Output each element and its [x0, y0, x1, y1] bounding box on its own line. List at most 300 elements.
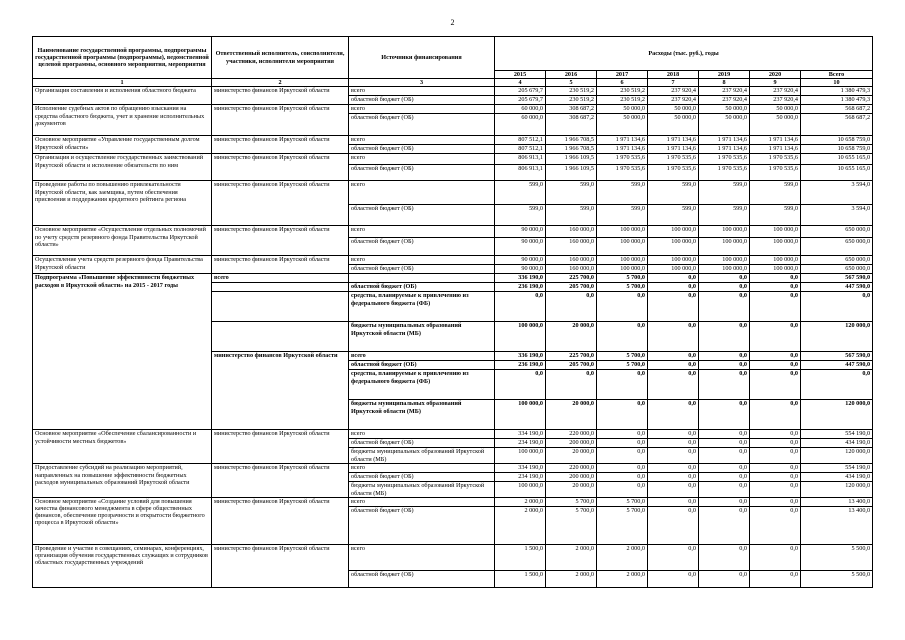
- value-cell: 230 519,2: [597, 96, 648, 105]
- value-cell: 1 500,0: [495, 544, 546, 570]
- executor: министерство финансов Иркутской области: [212, 497, 349, 544]
- value-cell: 434 190,0: [801, 473, 873, 482]
- value-cell: 1 380 479,3: [801, 96, 873, 105]
- executor: министерство финансов Иркутской области: [212, 256, 349, 274]
- value-cell: 0,0: [648, 430, 699, 439]
- value-cell: 0,0: [750, 439, 801, 448]
- value-cell: 0,0: [546, 292, 597, 322]
- value-cell: 1 970 535,6: [750, 165, 801, 181]
- activity-name: Основное мероприятие «Создание условий для повышения качества финансового менеджмента в сфере общественных финансов, обеспечение прозрачности и открытости бюджетного процесса в Иркутской области»: [33, 497, 212, 544]
- source-vsego: всего: [349, 497, 495, 506]
- value-cell: 1 970 535,6: [699, 165, 750, 181]
- value-cell: 308 687,2: [546, 105, 597, 114]
- value-cell: 225 700,0: [546, 274, 597, 283]
- source-mb: бюджеты муниципальных образований Иркутской области (МБ): [349, 322, 495, 352]
- executor: министерство финансов Иркутской области: [212, 226, 349, 256]
- value-cell: 0,0: [648, 544, 699, 570]
- value-cell: 160 000,0: [546, 256, 597, 265]
- source-regional: областной бюджет (ОБ): [349, 205, 495, 226]
- value-cell: 0,0: [648, 464, 699, 473]
- value-cell: 554 190,0: [801, 464, 873, 473]
- value-cell: 0,0: [750, 464, 801, 473]
- value-cell: 5 700,0: [597, 497, 648, 506]
- source-ob: областной бюджет (ОБ): [349, 473, 495, 482]
- source-regional: областной бюджет (ОБ): [349, 238, 495, 256]
- value-cell: 0,0: [648, 570, 699, 587]
- executor: министерство финансов Иркутской области: [212, 430, 349, 464]
- value-cell: 5 700,0: [597, 361, 648, 370]
- value-cell: 1 970 535,6: [648, 165, 699, 181]
- value-cell: 0,0: [648, 370, 699, 400]
- value-cell: 0,0: [750, 473, 801, 482]
- executor-empty: [212, 283, 349, 292]
- value-cell: 0,0: [750, 448, 801, 464]
- column-number: 6: [597, 79, 648, 87]
- year-header: 2019: [699, 71, 750, 79]
- value-cell: 100 000,0: [495, 322, 546, 352]
- value-cell: 100 000,0: [597, 265, 648, 274]
- value-cell: 1 970 535,6: [750, 154, 801, 165]
- source-vsego: всего: [349, 544, 495, 570]
- value-cell: 599,0: [495, 205, 546, 226]
- activity-name: Осуществление учета средств резервного фонда Правительства Иркутской области: [33, 256, 212, 274]
- value-cell: 567 590,0: [801, 352, 873, 361]
- value-cell: 1 380 479,3: [801, 87, 873, 96]
- value-cell: 650 000,0: [801, 238, 873, 256]
- value-cell: 3 594,0: [801, 181, 873, 205]
- source-total: всего: [349, 136, 495, 145]
- source-fb: средства, планируемые к привлечению из федерального бюджета (ФБ): [349, 292, 495, 322]
- source-vsego: всего: [349, 430, 495, 439]
- value-cell: 10 658 759,0: [801, 145, 873, 154]
- value-cell: 0,0: [546, 370, 597, 400]
- value-cell: 0,0: [597, 464, 648, 473]
- value-cell: 100 000,0: [750, 265, 801, 274]
- value-cell: 205 679,7: [495, 96, 546, 105]
- value-cell: 0,0: [750, 570, 801, 587]
- value-cell: 50 000,0: [648, 114, 699, 136]
- value-cell: 554 190,0: [801, 430, 873, 439]
- value-cell: 205 679,7: [495, 87, 546, 96]
- value-cell: 236 190,0: [495, 283, 546, 292]
- value-cell: 225 700,0: [546, 352, 597, 361]
- activity-name: Основное мероприятие «Обеспечение сбалансированности и устойчивости местных бюджетов»: [33, 430, 212, 464]
- value-cell: 0,0: [648, 473, 699, 482]
- value-cell: 0,0: [648, 274, 699, 283]
- value-cell: 100 000,0: [699, 238, 750, 256]
- value-cell: 0,0: [699, 439, 750, 448]
- activity-name: Проведение работы по повышению привлекательности Иркутской области, как заемщика, путем обеспечения присвоения и поддержания кредитного рейтинга региона: [33, 181, 212, 226]
- value-cell: 60 000,0: [495, 114, 546, 136]
- activity-name: Предоставление субсидий на реализацию мероприятий, направленных на повышение эффективности бюджетных расходов муниципальных образований Иркутской области: [33, 464, 212, 497]
- value-cell: 1 971 134,6: [699, 136, 750, 145]
- value-cell: 236 190,0: [495, 361, 546, 370]
- value-cell: 0,0: [648, 352, 699, 361]
- year-header: 2017: [597, 71, 648, 79]
- value-cell: 650 000,0: [801, 265, 873, 274]
- value-cell: 447 590,0: [801, 361, 873, 370]
- value-cell: 5 700,0: [546, 497, 597, 506]
- value-cell: 5 500,0: [801, 544, 873, 570]
- value-cell: 50 000,0: [750, 114, 801, 136]
- value-cell: 100 000,0: [648, 256, 699, 265]
- value-cell: 90 000,0: [495, 256, 546, 265]
- value-cell: 50 000,0: [597, 105, 648, 114]
- value-cell: 100 000,0: [495, 482, 546, 497]
- value-cell: 1 971 134,6: [750, 136, 801, 145]
- source-regional: областной бюджет (ОБ): [349, 165, 495, 181]
- header-executor: Ответственный исполнитель, соисполнители, участники, исполнители мероприятия: [212, 37, 349, 79]
- value-cell: 2 000,0: [546, 570, 597, 587]
- value-cell: 2 000,0: [597, 544, 648, 570]
- executor: министерство финансов Иркутской области: [212, 154, 349, 181]
- value-cell: 10 655 165,0: [801, 165, 873, 181]
- value-cell: 50 000,0: [648, 105, 699, 114]
- source-ob: областной бюджет (ОБ): [349, 361, 495, 370]
- year-header: 2020: [750, 71, 801, 79]
- value-cell: 650 000,0: [801, 226, 873, 238]
- value-cell: 0,0: [750, 497, 801, 506]
- column-number: 8: [699, 79, 750, 87]
- executor: министерство финансов Иркутской области: [212, 87, 349, 105]
- value-cell: 100 000,0: [750, 238, 801, 256]
- value-cell: 1 966 109,5: [546, 165, 597, 181]
- value-cell: 1 971 134,6: [750, 145, 801, 154]
- value-cell: 220 000,0: [546, 464, 597, 473]
- activity-name: Проведение и участие в совещаниях, семинарах, конференциях, организация обучения государственных служащих и сотрудников областных государственных учреждений: [33, 544, 212, 587]
- value-cell: 100 000,0: [648, 238, 699, 256]
- value-cell: 1 500,0: [495, 570, 546, 587]
- value-cell: 237 920,4: [648, 87, 699, 96]
- value-cell: 0,0: [648, 506, 699, 544]
- value-cell: 806 913,1: [495, 165, 546, 181]
- value-cell: 100 000,0: [750, 226, 801, 238]
- value-cell: 230 519,2: [546, 87, 597, 96]
- source-fb: средства, планируемые к привлечению из федерального бюджета (ФБ): [349, 370, 495, 400]
- value-cell: 20 000,0: [546, 482, 597, 497]
- value-cell: 0,0: [648, 448, 699, 464]
- value-cell: 0,0: [648, 482, 699, 497]
- value-cell: 205 700,0: [546, 361, 597, 370]
- value-cell: 0,0: [699, 292, 750, 322]
- value-cell: 100 000,0: [648, 265, 699, 274]
- value-cell: 100 000,0: [750, 256, 801, 265]
- source-mb: бюджеты муниципальных образований Иркутской области (МБ): [349, 482, 495, 497]
- value-cell: 0,0: [750, 506, 801, 544]
- value-cell: 100 000,0: [699, 226, 750, 238]
- value-cell: 599,0: [699, 205, 750, 226]
- value-cell: 1 966 708,5: [546, 145, 597, 154]
- value-cell: 0,0: [699, 570, 750, 587]
- source-ob: областной бюджет (ОБ): [349, 283, 495, 292]
- value-cell: 100 000,0: [648, 226, 699, 238]
- value-cell: 50 000,0: [750, 105, 801, 114]
- value-cell: 0,0: [597, 448, 648, 464]
- value-cell: 650 000,0: [801, 256, 873, 265]
- value-cell: 0,0: [750, 400, 801, 430]
- header-name: Наименование государственной программы, подпрограммы государственной программы (подпрограммы), ведомственной целевой программы, основного мероприятия, мероприятия: [33, 37, 212, 79]
- subprogram-name: Подпрограмма «Повышение эффективности бюджетных расходов в Иркутской области» на 2015 - 2017 годы: [33, 274, 212, 430]
- activity-name: Организация и осуществление государственных заимствований Иркутской области и исполнение обязательств по ним: [33, 154, 212, 181]
- value-cell: 0,0: [750, 292, 801, 322]
- value-cell: 2 000,0: [597, 570, 648, 587]
- column-number: 2: [212, 79, 349, 87]
- value-cell: 0,0: [750, 370, 801, 400]
- source-mb: бюджеты муниципальных образований Иркутской области (МБ): [349, 400, 495, 430]
- value-cell: 0,0: [801, 292, 873, 322]
- source-vsego: всего: [349, 464, 495, 473]
- value-cell: 20 000,0: [546, 322, 597, 352]
- value-cell: 599,0: [699, 181, 750, 205]
- value-cell: 0,0: [699, 506, 750, 544]
- value-cell: 50 000,0: [699, 114, 750, 136]
- value-cell: 120 000,0: [801, 448, 873, 464]
- source-ob: областной бюджет (ОБ): [349, 506, 495, 544]
- column-number: 1: [33, 79, 212, 87]
- activity-name: Организация составления и исполнения областного бюджета: [33, 87, 212, 105]
- value-cell: 1 971 134,6: [648, 136, 699, 145]
- value-cell: 0,0: [597, 322, 648, 352]
- value-cell: 447 590,0: [801, 283, 873, 292]
- column-number: 9: [750, 79, 801, 87]
- value-cell: 599,0: [750, 205, 801, 226]
- expenses-table: [32, 36, 873, 588]
- value-cell: 0,0: [648, 439, 699, 448]
- value-cell: 60 000,0: [495, 105, 546, 114]
- value-cell: 2 000,0: [495, 497, 546, 506]
- value-cell: 334 190,0: [495, 430, 546, 439]
- executor-empty: [212, 292, 349, 322]
- value-cell: 100 000,0: [699, 265, 750, 274]
- value-cell: 120 000,0: [801, 482, 873, 497]
- value-cell: 100 000,0: [597, 238, 648, 256]
- value-cell: 100 000,0: [699, 256, 750, 265]
- value-cell: 0,0: [699, 361, 750, 370]
- value-cell: 334 190,0: [495, 464, 546, 473]
- executor-empty: [212, 322, 349, 352]
- activity-name: Основное мероприятие «Осуществление отдельных полномочий по учету средств резервного фонда Правительства Иркутской области»: [33, 226, 212, 256]
- value-cell: 220 000,0: [546, 430, 597, 439]
- source-ob: областной бюджет (ОБ): [349, 439, 495, 448]
- value-cell: 0,0: [597, 473, 648, 482]
- value-cell: 100 000,0: [597, 256, 648, 265]
- value-cell: 599,0: [495, 181, 546, 205]
- value-cell: 806 913,1: [495, 154, 546, 165]
- value-cell: 0,0: [750, 283, 801, 292]
- value-cell: 20 000,0: [546, 400, 597, 430]
- value-cell: 3 594,0: [801, 205, 873, 226]
- column-number: 7: [648, 79, 699, 87]
- value-cell: 0,0: [699, 400, 750, 430]
- value-cell: 0,0: [597, 370, 648, 400]
- value-cell: 599,0: [597, 205, 648, 226]
- value-cell: 0,0: [648, 400, 699, 430]
- value-cell: 1 971 134,6: [699, 145, 750, 154]
- value-cell: 0,0: [597, 400, 648, 430]
- value-cell: 0,0: [699, 544, 750, 570]
- source-total: всего: [349, 352, 495, 361]
- value-cell: 237 920,4: [750, 87, 801, 96]
- executor: министерство финансов Иркутской области: [212, 136, 349, 154]
- value-cell: 200 000,0: [546, 473, 597, 482]
- source-total: всего: [349, 181, 495, 205]
- value-cell: 0,0: [750, 430, 801, 439]
- value-cell: 336 190,0: [495, 352, 546, 361]
- value-cell: 599,0: [597, 181, 648, 205]
- value-cell: 2 000,0: [495, 506, 546, 544]
- year-header: Всего: [801, 71, 873, 79]
- value-cell: 0,0: [648, 497, 699, 506]
- value-cell: 5 500,0: [801, 570, 873, 587]
- value-cell: 120 000,0: [801, 400, 873, 430]
- value-cell: 13 400,0: [801, 497, 873, 506]
- value-cell: 308 687,2: [546, 114, 597, 136]
- executor: министерство финансов Иркутской области: [212, 105, 349, 136]
- value-cell: 10 658 759,0: [801, 136, 873, 145]
- value-cell: 0,0: [699, 430, 750, 439]
- value-cell: 0,0: [699, 322, 750, 352]
- source-total: всего: [349, 256, 495, 265]
- value-cell: 100 000,0: [495, 400, 546, 430]
- page-number: 2: [450, 18, 455, 27]
- value-cell: 5 700,0: [597, 506, 648, 544]
- source-total: всего: [349, 87, 495, 96]
- value-cell: 90 000,0: [495, 226, 546, 238]
- value-cell: 5 700,0: [546, 506, 597, 544]
- value-cell: 205 700,0: [546, 283, 597, 292]
- executor-empty: [349, 274, 495, 283]
- value-cell: 0,0: [750, 352, 801, 361]
- source-total: всего: [349, 226, 495, 238]
- value-cell: 0,0: [699, 448, 750, 464]
- subprogram-total-label: всего: [212, 274, 349, 283]
- value-cell: 0,0: [699, 497, 750, 506]
- executor: министерство финансов Иркутской области: [212, 544, 349, 587]
- value-cell: 50 000,0: [597, 114, 648, 136]
- value-cell: 1 971 134,6: [597, 136, 648, 145]
- value-cell: 100 000,0: [597, 226, 648, 238]
- value-cell: 599,0: [648, 181, 699, 205]
- value-cell: 160 000,0: [546, 238, 597, 256]
- value-cell: 1 966 109,5: [546, 154, 597, 165]
- year-header: 2016: [546, 71, 597, 79]
- source-total: всего: [349, 154, 495, 165]
- source-ob: областной бюджет (ОБ): [349, 570, 495, 587]
- value-cell: 230 519,2: [597, 87, 648, 96]
- value-cell: 237 920,4: [699, 96, 750, 105]
- activity-name: Основное мероприятие «Управление государственным долгом Иркутской области»: [33, 136, 212, 154]
- column-number: 5: [546, 79, 597, 87]
- value-cell: 0,0: [699, 370, 750, 400]
- value-cell: 0,0: [597, 430, 648, 439]
- value-cell: 5 700,0: [597, 352, 648, 361]
- value-cell: 1 970 535,6: [648, 154, 699, 165]
- value-cell: 599,0: [648, 205, 699, 226]
- value-cell: 0,0: [597, 292, 648, 322]
- value-cell: 0,0: [750, 361, 801, 370]
- value-cell: 0,0: [495, 370, 546, 400]
- executor: министерство финансов Иркутской области: [212, 464, 349, 497]
- value-cell: 1 970 535,6: [597, 154, 648, 165]
- value-cell: 13 400,0: [801, 506, 873, 544]
- value-cell: 237 920,4: [648, 96, 699, 105]
- source-regional: областной бюджет (ОБ): [349, 145, 495, 154]
- value-cell: 599,0: [750, 181, 801, 205]
- value-cell: 0,0: [750, 322, 801, 352]
- value-cell: 0,0: [699, 352, 750, 361]
- value-cell: 0,0: [699, 283, 750, 292]
- value-cell: 0,0: [648, 361, 699, 370]
- value-cell: 5 700,0: [597, 283, 648, 292]
- value-cell: 0,0: [750, 274, 801, 283]
- value-cell: 50 000,0: [699, 105, 750, 114]
- year-header: 2018: [648, 71, 699, 79]
- column-number: 10: [801, 79, 873, 87]
- value-cell: 1 971 134,6: [597, 145, 648, 154]
- value-cell: 200 000,0: [546, 439, 597, 448]
- executor: министерство финансов Иркутской области: [212, 352, 349, 430]
- column-number: 3: [349, 79, 495, 87]
- source-regional: областной бюджет (ОБ): [349, 96, 495, 105]
- value-cell: 807 512,1: [495, 136, 546, 145]
- value-cell: 160 000,0: [546, 265, 597, 274]
- value-cell: 434 190,0: [801, 439, 873, 448]
- column-number: 4: [495, 79, 546, 87]
- value-cell: 0,0: [699, 473, 750, 482]
- value-cell: 0,0: [699, 274, 750, 283]
- value-cell: 234 190,0: [495, 473, 546, 482]
- value-cell: 5 700,0: [597, 274, 648, 283]
- value-cell: 20 000,0: [546, 448, 597, 464]
- value-cell: 120 000,0: [801, 322, 873, 352]
- value-cell: 0,0: [495, 292, 546, 322]
- source-regional: областной бюджет (ОБ): [349, 265, 495, 274]
- value-cell: 0,0: [648, 283, 699, 292]
- value-cell: 568 687,2: [801, 105, 873, 114]
- value-cell: 807 512,1: [495, 145, 546, 154]
- value-cell: 90 000,0: [495, 265, 546, 274]
- value-cell: 160 000,0: [546, 226, 597, 238]
- value-cell: 0,0: [597, 439, 648, 448]
- value-cell: 0,0: [750, 544, 801, 570]
- value-cell: 1 971 134,6: [648, 145, 699, 154]
- value-cell: 568 687,2: [801, 114, 873, 136]
- activity-name: Исполнение судебных актов по обращению взыскания на средства областного бюджета, учет и хранение исполнительных документов: [33, 105, 212, 136]
- year-header: 2015: [495, 71, 546, 79]
- executor: министерство финансов Иркутской области: [212, 181, 349, 226]
- source-regional: областной бюджет (ОБ): [349, 114, 495, 136]
- value-cell: 0,0: [648, 322, 699, 352]
- value-cell: 336 190,0: [495, 274, 546, 283]
- value-cell: 567 590,0: [801, 274, 873, 283]
- value-cell: 230 519,2: [546, 96, 597, 105]
- value-cell: 100 000,0: [495, 448, 546, 464]
- value-cell: 599,0: [546, 181, 597, 205]
- value-cell: 1 970 535,6: [699, 154, 750, 165]
- value-cell: 1 966 708,5: [546, 136, 597, 145]
- value-cell: 2 000,0: [546, 544, 597, 570]
- header-expenses: Расходы (тыс. руб.), годы: [495, 37, 873, 71]
- value-cell: 0,0: [750, 482, 801, 497]
- value-cell: 10 655 165,0: [801, 154, 873, 165]
- value-cell: 237 920,4: [699, 87, 750, 96]
- value-cell: 90 000,0: [495, 238, 546, 256]
- source-mb: бюджеты муниципальных образований Иркутской области (МБ): [349, 448, 495, 464]
- value-cell: 0,0: [699, 464, 750, 473]
- source-total: всего: [349, 105, 495, 114]
- value-cell: 599,0: [546, 205, 597, 226]
- value-cell: 1 970 535,6: [597, 165, 648, 181]
